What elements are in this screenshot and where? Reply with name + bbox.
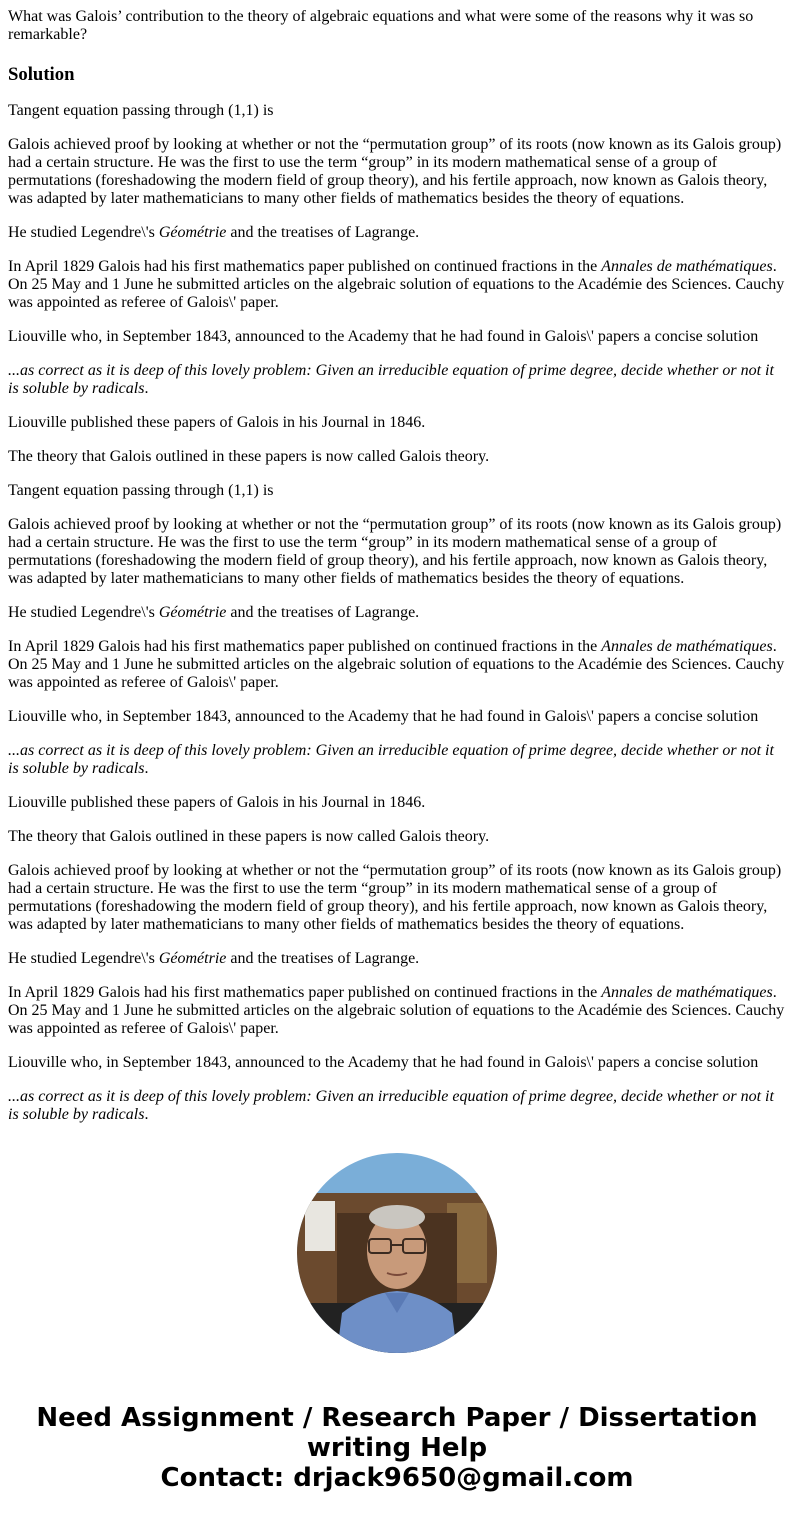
quote-text: ...as correct as it is deep of this lovely problem: Given an irreducible equation of prime degree, decide whether or not it is soluble by radicals xyxy=(8,362,774,397)
promo-contact-text: Contact: drjack9650@gmail.com xyxy=(160,1463,634,1493)
annales-title: Annales de mathématiques xyxy=(601,984,773,1001)
geometrie-title: Géométrie xyxy=(158,950,227,967)
quote-paragraph xyxy=(8,742,786,778)
april-text: In April 1829 Galois had his first mathematics paper published on continued fractions in the xyxy=(8,638,602,655)
liouville-paragraph: Liouville who, in September 1843, announced to the Academy that he had found in Galois\' papers a concise solution xyxy=(8,708,759,725)
published-paragraph: Liouville published these papers of Galois in his Journal in 1846. xyxy=(8,414,426,431)
annales-title: Annales de mathématiques xyxy=(601,258,773,275)
april-text: In April 1829 Galois had his first mathematics paper published on continued fractions in the xyxy=(8,258,602,275)
liouville-paragraph: Liouville who, in September 1843, announced to the Academy that he had found in Galois\' papers a concise solution xyxy=(8,1054,759,1071)
studied-text: He studied Legendre\'s xyxy=(8,224,159,241)
article-content xyxy=(8,8,786,1123)
april-text-end: . On 25 May and 1 June he submitted articles on the algebraic solution of equations to the Académie des Sciences. Cauchy was appointed as referee of Galois\' paper. xyxy=(8,984,785,1037)
proof-paragraph: Galois achieved proof by looking at whether or not the “permutation group” of its roots (now known as its Galois group) had a certain structure. He was the first to use the term “group” in its modern mathematical sense of a group of permutations (foreshadowing the modern field of group theory), and his fertile approach, now known as Galois theory, was adapted by later mathematicians to many other fields of mathematics besides the theory of equations. xyxy=(8,516,782,587)
liouville-paragraph: Liouville who, in September 1843, announced to the Academy that he had found in Galois\' papers a concise solution xyxy=(8,328,759,345)
studied-text-end: and the treatises of Lagrange. xyxy=(226,950,420,967)
quote-end: . xyxy=(144,380,149,397)
studied-text-end: and the treatises of Lagrange. xyxy=(226,224,420,241)
author-photo-icon xyxy=(297,1153,497,1353)
tangent-paragraph: Tangent equation passing through (1,1) is xyxy=(8,482,274,499)
quote-text: ...as correct as it is deep of this lovely problem: Given an irreducible equation of prime degree, decide whether or not it is soluble by radicals xyxy=(8,1088,774,1123)
studied-text: He studied Legendre\'s xyxy=(8,604,159,621)
studied-text-end: and the treatises of Lagrange. xyxy=(226,604,420,621)
annales-title: Annales de mathématiques xyxy=(601,638,773,655)
quote-paragraph xyxy=(8,362,786,398)
theory-paragraph: The theory that Galois outlined in these papers is now called Galois theory. xyxy=(8,828,490,845)
studied-paragraph xyxy=(8,950,786,968)
geometrie-title: Géométrie xyxy=(158,604,227,621)
studied-paragraph xyxy=(8,604,786,622)
april-paragraph xyxy=(8,638,786,692)
april-text-end: . On 25 May and 1 June he submitted articles on the algebraic solution of equations to the Académie des Sciences. Cauchy was appointed as referee of Galois\' paper. xyxy=(8,258,785,311)
april-text: In April 1829 Galois had his first mathematics paper published on continued fractions in the xyxy=(8,984,602,1001)
solution-heading: Solution xyxy=(8,64,75,85)
proof-paragraph: Galois achieved proof by looking at whether or not the “permutation group” of its roots (now known as its Galois group) had a certain structure. He was the first to use the term “group” in its modern mathematical sense of a group of permutations (foreshadowing the modern field of group theory), and his fertile approach, now known as Galois theory, was adapted by later mathematicians to many other fields of mathematics besides the theory of equations. xyxy=(8,136,782,207)
published-paragraph: Liouville published these papers of Galois in his Journal in 1846. xyxy=(8,794,426,811)
author-avatar xyxy=(297,1153,497,1353)
promo-help-text: Need Assignment / Research Paper / Dissertation writing Help xyxy=(36,1403,758,1463)
geometrie-title: Géométrie xyxy=(158,224,227,241)
studied-paragraph xyxy=(8,224,786,242)
quote-text: ...as correct as it is deep of this lovely problem: Given an irreducible equation of prime degree, decide whether or not it is soluble by radicals xyxy=(8,742,774,777)
quote-paragraph xyxy=(8,1088,786,1123)
question-text: What was Galois’ contribution to the theory of algebraic equations and what were some of the reasons why it was so remarkable? xyxy=(8,8,754,43)
theory-paragraph: The theory that Galois outlined in these papers is now called Galois theory. xyxy=(8,448,490,465)
april-paragraph xyxy=(8,258,786,312)
quote-end: . xyxy=(144,1106,149,1123)
promo-banner xyxy=(0,1403,794,1493)
tangent-paragraph: Tangent equation passing through (1,1) is xyxy=(8,102,274,119)
quote-end: . xyxy=(144,760,149,777)
studied-text: He studied Legendre\'s xyxy=(8,950,159,967)
april-text-end: . On 25 May and 1 June he submitted articles on the algebraic solution of equations to the Académie des Sciences. Cauchy was appointed as referee of Galois\' paper. xyxy=(8,638,785,691)
april-paragraph xyxy=(8,984,786,1038)
proof-paragraph: Galois achieved proof by looking at whether or not the “permutation group” of its roots (now known as its Galois group) had a certain structure. He was the first to use the term “group” in its modern mathematical sense of a group of permutations (foreshadowing the modern field of group theory), and his fertile approach, now known as Galois theory, was adapted by later mathematicians to many other fields of mathematics besides the theory of equations. xyxy=(8,862,782,933)
